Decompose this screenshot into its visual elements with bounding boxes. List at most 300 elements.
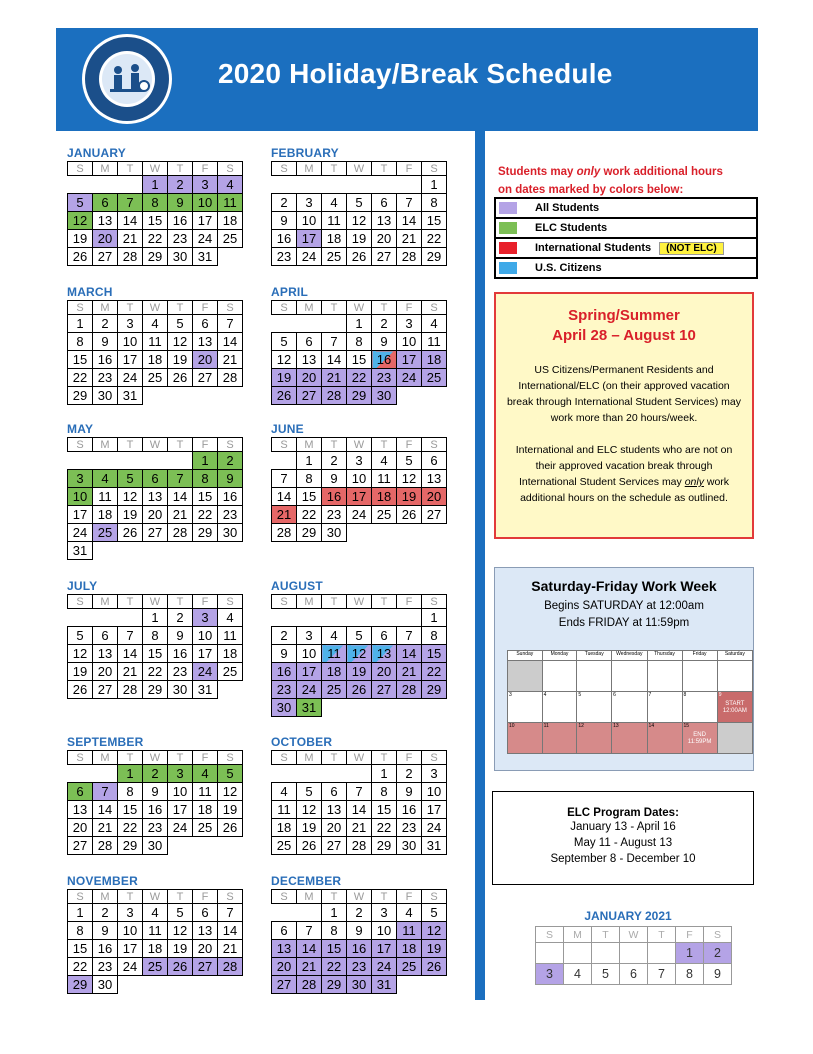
week-row: [68, 819, 243, 837]
day-cell: 3: [168, 765, 193, 783]
legend-row: [494, 217, 758, 237]
week-row: [68, 333, 243, 351]
day-cell: 7: [272, 470, 297, 488]
month-grid: [271, 437, 447, 542]
day-cell: 12: [218, 783, 243, 801]
day-cell: 31: [372, 976, 397, 994]
weekday-header: S: [272, 301, 297, 315]
day-cell: 26: [347, 248, 372, 266]
not-elc-tag: (NOT ELC): [659, 242, 724, 255]
legend-swatch: [499, 262, 517, 274]
month-name: JUNE: [271, 422, 304, 436]
week-row: [68, 837, 243, 855]
day-cell: 18: [422, 351, 447, 369]
week-row: [272, 922, 447, 940]
day-cell: 16: [347, 940, 372, 958]
weekday-header: F: [193, 595, 218, 609]
day-cell: 8: [68, 333, 93, 351]
weekday-header: T: [648, 927, 676, 943]
empty-cell: [272, 315, 297, 333]
weekday-header: T: [322, 595, 347, 609]
day-cell: 21: [218, 351, 243, 369]
empty-cell: [168, 976, 193, 994]
day-cell: 20: [422, 488, 447, 506]
day-cell: 28: [168, 524, 193, 542]
work-week-day-cell: 8: [682, 692, 717, 723]
weekday-header-row: [272, 595, 447, 609]
day-cell: 6: [372, 627, 397, 645]
day-cell: 3: [536, 964, 564, 985]
day-cell: 22: [68, 958, 93, 976]
week-row: [272, 524, 447, 542]
day-cell: 4: [143, 315, 168, 333]
work-week-day-cell: 9 START 12:00AM: [717, 692, 752, 723]
work-week-day-header: Sunday: [508, 651, 543, 661]
day-cell: 17: [347, 488, 372, 506]
week-row: [68, 783, 243, 801]
weekday-header: T: [322, 162, 347, 176]
day-cell: 26: [397, 506, 422, 524]
week-row: [272, 645, 447, 663]
day-cell: 7: [118, 194, 143, 212]
day-cell: 28: [118, 681, 143, 699]
day-cell: 12: [68, 212, 93, 230]
work-week-day-header: Wednesday: [612, 651, 647, 661]
day-cell: 9: [372, 333, 397, 351]
day-cell: 28: [93, 837, 118, 855]
day-cell: 3: [193, 609, 218, 627]
day-cell: 31: [193, 681, 218, 699]
weekday-header: T: [322, 301, 347, 315]
day-cell: 27: [193, 369, 218, 387]
empty-cell: [372, 609, 397, 627]
day-cell: 19: [118, 506, 143, 524]
work-week-tag: START 12:00AM: [722, 701, 747, 714]
weekday-header: F: [397, 595, 422, 609]
week-row: [68, 609, 243, 627]
weekday-header: F: [397, 751, 422, 765]
day-cell: 2: [143, 765, 168, 783]
day-cell: 8: [372, 783, 397, 801]
day-cell: 2: [397, 765, 422, 783]
empty-cell: [93, 542, 118, 560]
day-cell: 23: [93, 958, 118, 976]
empty-cell: [297, 176, 322, 194]
day-cell: 17: [297, 230, 322, 248]
day-cell: 5: [397, 452, 422, 470]
work-week-day-header: Thursday: [647, 651, 682, 661]
week-row: [68, 470, 243, 488]
day-cell: 6: [193, 315, 218, 333]
day-cell: 7: [218, 315, 243, 333]
work-week-day-cell: 11: [542, 723, 577, 754]
day-cell: 30: [218, 524, 243, 542]
weekday-header: S: [272, 890, 297, 904]
day-cell: 22: [422, 663, 447, 681]
empty-cell: [118, 609, 143, 627]
day-cell: 17: [193, 212, 218, 230]
empty-cell: [297, 609, 322, 627]
day-cell: 13: [272, 940, 297, 958]
weekday-header: T: [168, 301, 193, 315]
day-cell: 29: [68, 387, 93, 405]
day-cell: 16: [168, 645, 193, 663]
day-cell: 21: [347, 819, 372, 837]
day-cell: 16: [218, 488, 243, 506]
day-cell: 27: [68, 837, 93, 855]
month-calendar-september: [67, 734, 243, 855]
day-cell: 6: [272, 922, 297, 940]
day-cell: 31: [68, 542, 93, 560]
weekday-header: T: [372, 890, 397, 904]
empty-cell: [620, 943, 648, 964]
empty-cell: [564, 943, 592, 964]
empty-cell: [347, 524, 372, 542]
week-row: [272, 230, 447, 248]
weekday-header: S: [422, 751, 447, 765]
empty-cell: [322, 699, 347, 717]
day-cell: 29: [347, 387, 372, 405]
day-cell: 26: [272, 387, 297, 405]
empty-cell: [68, 176, 93, 194]
work-week-row: [508, 692, 753, 723]
day-cell: 20: [297, 369, 322, 387]
empty-cell: [347, 609, 372, 627]
day-cell: 11: [93, 488, 118, 506]
week-row: [68, 369, 243, 387]
work-week-day-cell: 10: [508, 723, 543, 754]
day-cell: 10: [68, 488, 93, 506]
day-cell: 25: [397, 958, 422, 976]
weekday-header: S: [422, 301, 447, 315]
weekday-header: S: [272, 438, 297, 452]
day-cell: 15: [143, 212, 168, 230]
spring-summer-paragraph-1: US Citizens/Permanent Residents and International/ELC (on their approved vacation break through International Student Services) may work more than 20 hours/week.: [506, 364, 742, 424]
week-row: [272, 765, 447, 783]
empty-cell: [193, 542, 218, 560]
weekday-header: W: [143, 301, 168, 315]
day-cell: 23: [93, 369, 118, 387]
empty-cell: [218, 248, 243, 266]
month-grid: [271, 750, 447, 855]
day-cell: 5: [592, 964, 620, 985]
day-cell: 6: [297, 333, 322, 351]
weekday-header: M: [93, 301, 118, 315]
day-cell: 14: [297, 940, 322, 958]
day-cell: 9: [168, 194, 193, 212]
day-cell: 15: [118, 801, 143, 819]
work-week-title: Saturday-Friday Work Week: [531, 578, 717, 594]
day-cell: 24: [347, 506, 372, 524]
empty-cell: [93, 765, 118, 783]
day-cell: 25: [422, 369, 447, 387]
weekday-header: T: [168, 162, 193, 176]
day-cell: 14: [272, 488, 297, 506]
day-cell: 30: [168, 681, 193, 699]
weekday-header: W: [143, 595, 168, 609]
empty-cell: [272, 765, 297, 783]
week-row: [272, 212, 447, 230]
day-cell: 8: [68, 922, 93, 940]
day-cell: 1: [118, 765, 143, 783]
day-cell: 7: [397, 627, 422, 645]
empty-cell: [347, 176, 372, 194]
weekday-header: F: [193, 890, 218, 904]
day-cell: 20: [68, 819, 93, 837]
day-cell: 20: [93, 230, 118, 248]
day-cell: 6: [620, 964, 648, 985]
empty-cell: [592, 943, 620, 964]
day-cell: 12: [297, 801, 322, 819]
day-cell: 28: [322, 387, 347, 405]
week-row: [272, 976, 447, 994]
empty-cell: [347, 765, 372, 783]
day-cell: 16: [168, 212, 193, 230]
day-cell: 2: [322, 452, 347, 470]
week-row: [272, 627, 447, 645]
empty-cell: [536, 943, 564, 964]
day-cell: 13: [372, 212, 397, 230]
month-grid: [271, 300, 447, 405]
day-cell: 1: [372, 765, 397, 783]
month-name: DECEMBER: [271, 874, 342, 888]
empty-cell: [118, 542, 143, 560]
day-cell: 26: [347, 681, 372, 699]
day-cell: 16: [397, 801, 422, 819]
day-cell: 13: [297, 351, 322, 369]
day-cell: 12: [168, 922, 193, 940]
day-cell: 2: [168, 176, 193, 194]
day-cell: 25: [322, 248, 347, 266]
day-cell: 30: [93, 976, 118, 994]
day-cell: 15: [372, 801, 397, 819]
header-banner: [56, 28, 758, 131]
day-cell: 28: [118, 248, 143, 266]
day-cell: 28: [218, 958, 243, 976]
weekday-header: T: [372, 751, 397, 765]
day-cell: 6: [143, 470, 168, 488]
day-cell: 22: [322, 958, 347, 976]
day-cell: 18: [322, 663, 347, 681]
elc-date-line: May 11 - August 13: [573, 837, 673, 849]
work-week-day-cell: 15 END 11:59PM: [682, 723, 717, 754]
day-cell: 10: [193, 194, 218, 212]
elc-date-line: January 13 - April 16: [570, 821, 676, 833]
weekday-header: T: [118, 595, 143, 609]
work-week-day-cell: 12: [577, 723, 612, 754]
week-row: [68, 230, 243, 248]
week-row: [272, 369, 447, 387]
work-week-day-cell: 6: [612, 692, 647, 723]
day-cell: 16: [372, 351, 397, 369]
empty-cell: [397, 699, 422, 717]
week-row: [272, 176, 447, 194]
weekday-header: M: [297, 751, 322, 765]
month-calendar-march: [67, 284, 243, 405]
day-cell: 19: [272, 369, 297, 387]
day-cell: 28: [272, 524, 297, 542]
month-grid: [67, 750, 243, 855]
day-cell: 5: [218, 765, 243, 783]
day-cell: 27: [93, 681, 118, 699]
weekday-header: M: [297, 301, 322, 315]
empty-cell: [93, 609, 118, 627]
day-cell: 18: [397, 940, 422, 958]
day-cell: 25: [143, 958, 168, 976]
day-cell: 31: [193, 248, 218, 266]
day-cell: 18: [193, 801, 218, 819]
week-row: [272, 819, 447, 837]
week-row: [68, 351, 243, 369]
day-cell: 20: [272, 958, 297, 976]
week-row: [68, 976, 243, 994]
day-cell: 27: [372, 681, 397, 699]
day-cell: 5: [297, 783, 322, 801]
day-cell: 3: [297, 194, 322, 212]
month-calendar-november: [67, 873, 243, 994]
day-cell: 12: [272, 351, 297, 369]
weekday-header-row: [272, 162, 447, 176]
day-cell: 30: [93, 387, 118, 405]
day-cell: 8: [143, 194, 168, 212]
day-cell: 28: [397, 681, 422, 699]
weekday-header: T: [168, 890, 193, 904]
spring-summer-paragraph-2: International and ELC students who are not on their approved vacation break through International Student Services may only work additional hours on the schedule as outlined.: [515, 444, 733, 504]
day-cell: 29: [322, 976, 347, 994]
legend-row: [494, 197, 758, 217]
day-cell: 15: [193, 488, 218, 506]
day-cell: 26: [422, 958, 447, 976]
day-cell: 19: [168, 940, 193, 958]
day-cell: 7: [648, 964, 676, 985]
weekday-header-row: [68, 162, 243, 176]
day-cell: 5: [347, 194, 372, 212]
week-row: [68, 940, 243, 958]
day-cell: 8: [118, 783, 143, 801]
month-name: AUGUST: [271, 579, 323, 593]
day-cell: 7: [93, 783, 118, 801]
work-week-sample-calendar: [507, 650, 753, 754]
day-cell: 24: [297, 681, 322, 699]
weekday-header-row: [68, 751, 243, 765]
day-cell: 3: [372, 904, 397, 922]
weekday-header: M: [297, 162, 322, 176]
day-cell: 3: [193, 176, 218, 194]
day-cell: 23: [168, 230, 193, 248]
day-cell: 16: [272, 230, 297, 248]
day-cell: 10: [168, 783, 193, 801]
day-cell: 26: [68, 681, 93, 699]
weekday-header: F: [676, 927, 704, 943]
work-week-day-cell: 3: [508, 692, 543, 723]
day-cell: 1: [68, 904, 93, 922]
day-cell: 2: [272, 627, 297, 645]
week-row: [272, 837, 447, 855]
day-cell: 19: [347, 230, 372, 248]
month-calendar-june: [271, 421, 447, 542]
weekday-header: W: [620, 927, 648, 943]
empty-cell: [118, 452, 143, 470]
day-cell: 2: [272, 194, 297, 212]
week-row: [272, 904, 447, 922]
empty-cell: [218, 681, 243, 699]
legend-swatch: [499, 222, 517, 234]
weekday-header: W: [143, 751, 168, 765]
weekday-header-row: [68, 595, 243, 609]
weekday-header-row: [272, 438, 447, 452]
spring-summer-box: [494, 292, 754, 539]
day-cell: 14: [218, 333, 243, 351]
day-cell: 7: [218, 904, 243, 922]
month-calendar-july: [67, 578, 243, 699]
day-cell: 25: [322, 681, 347, 699]
month-grid: [67, 594, 243, 699]
day-cell: 6: [322, 783, 347, 801]
day-cell: 30: [143, 837, 168, 855]
week-row: [272, 351, 447, 369]
weekday-header: S: [536, 927, 564, 943]
weekday-header: S: [272, 751, 297, 765]
month-calendar-april: [271, 284, 447, 405]
day-cell: 9: [143, 783, 168, 801]
month-grid: [67, 300, 243, 405]
day-cell: 12: [118, 488, 143, 506]
empty-cell: [168, 542, 193, 560]
day-cell: 30: [347, 976, 372, 994]
day-cell: 4: [218, 176, 243, 194]
week-row: [272, 452, 447, 470]
day-cell: 13: [372, 645, 397, 663]
work-week-day-cell: [682, 661, 717, 692]
day-cell: 29: [297, 524, 322, 542]
weekday-header: M: [564, 927, 592, 943]
day-cell: 23: [143, 819, 168, 837]
day-cell: 14: [118, 645, 143, 663]
empty-cell: [297, 315, 322, 333]
day-cell: 9: [218, 470, 243, 488]
day-cell: 19: [68, 663, 93, 681]
weekday-header: T: [372, 301, 397, 315]
day-cell: 12: [347, 212, 372, 230]
day-cell: 12: [422, 922, 447, 940]
weekday-header: M: [93, 751, 118, 765]
weekday-header: T: [322, 751, 347, 765]
day-cell: 10: [118, 922, 143, 940]
work-week-day-cell: [577, 661, 612, 692]
day-cell: 28: [218, 369, 243, 387]
day-cell: 15: [347, 351, 372, 369]
day-cell: 19: [347, 663, 372, 681]
day-cell: 10: [422, 783, 447, 801]
day-cell: 21: [168, 506, 193, 524]
day-cell: 24: [118, 369, 143, 387]
month-name: JULY: [67, 579, 98, 593]
day-cell: 11: [143, 922, 168, 940]
week-row: [68, 524, 243, 542]
day-cell: 29: [118, 837, 143, 855]
month-name: OCTOBER: [271, 735, 333, 749]
january-2021-title: JANUARY 2021: [584, 909, 672, 923]
empty-cell: [397, 176, 422, 194]
day-cell: 22: [422, 230, 447, 248]
weekday-header: W: [347, 438, 372, 452]
week-row: [272, 315, 447, 333]
weekday-header: M: [93, 890, 118, 904]
empty-cell: [93, 176, 118, 194]
weekday-header: S: [218, 595, 243, 609]
day-cell: 17: [422, 801, 447, 819]
week-row: [272, 663, 447, 681]
